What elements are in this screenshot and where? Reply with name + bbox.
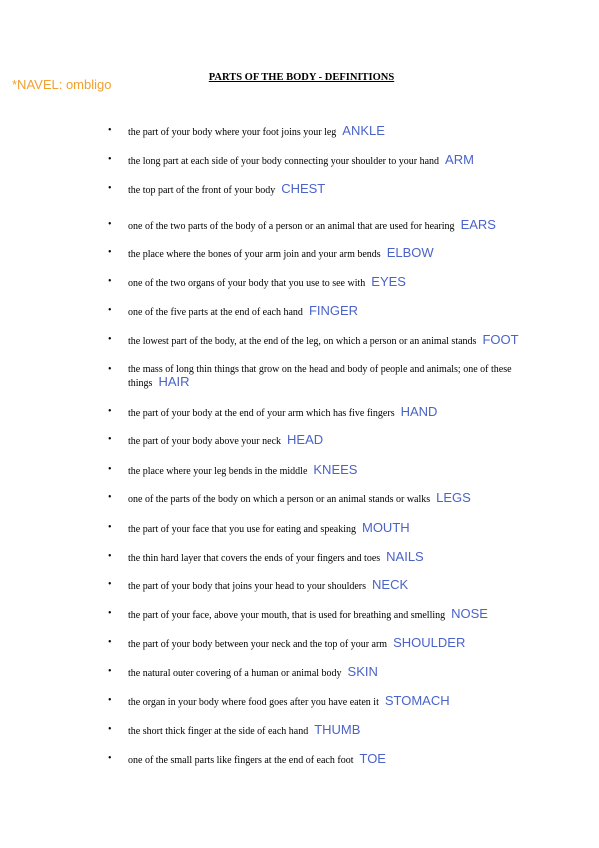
bullet-icon: • — [108, 434, 112, 445]
definition-text: the part of your face, above your mouth, that is used for breathing and smelling — [128, 610, 446, 621]
answer-word: ANKLE — [342, 123, 385, 138]
answer-word: KNEES — [313, 462, 358, 477]
definition-text: one of the two organs of your body that you use to see with — [128, 278, 366, 289]
bullet-icon: • — [108, 666, 112, 677]
definition-text: one of the parts of the body on which a person or an animal stands or walks — [128, 494, 431, 505]
definition-text: the part of your body where your foot joins your leg — [128, 127, 337, 138]
bullet-icon: • — [108, 637, 112, 648]
answer-word: HAIR — [158, 374, 190, 389]
answer-word: ARM — [445, 152, 474, 167]
bullet-icon: • — [108, 608, 112, 619]
bullet-icon: • — [108, 753, 112, 764]
answer-word: NAILS — [386, 549, 424, 564]
bullet-icon: • — [108, 154, 112, 165]
answer-word: FOOT — [482, 332, 519, 347]
bullet-icon: • — [108, 219, 112, 230]
bullet-icon: • — [108, 247, 112, 258]
definition-text: the place where your leg bends in the middle — [128, 466, 308, 477]
answer-word: EARS — [460, 217, 496, 232]
answer-word: CHEST — [281, 181, 326, 196]
answer-word: SKIN — [347, 664, 378, 679]
definition-text: one of the five parts at the end of each hand — [128, 307, 303, 318]
answer-word: STOMACH — [384, 693, 450, 708]
bullet-icon: • — [108, 183, 112, 194]
answer-word: HAND — [400, 404, 438, 419]
definition-text: the mass of long thin things that grow on the head and body of people and animals; one of these things — [128, 364, 512, 389]
definition-text: the part of your body at the end of your arm which has five fingers — [128, 408, 395, 419]
definition-text: the long part at each side of your body connecting your shoulder to your hand — [128, 156, 440, 167]
answer-word: NECK — [372, 577, 409, 592]
definition-text: the part of your body above your neck — [128, 436, 282, 447]
answer-word: NOSE — [451, 606, 488, 621]
page-title: PARTS OF THE BODY - DEFINITIONS — [208, 72, 395, 83]
bullet-icon: • — [108, 551, 112, 562]
definition-text: the part of your body that joins your head to your shoulders — [128, 581, 367, 592]
bullet-icon: • — [108, 334, 112, 345]
bullet-icon: • — [108, 305, 112, 316]
definition-text: the lowest part of the body, at the end of the leg, on which a person or an animal stands — [128, 336, 477, 347]
answer-word: SHOULDER — [393, 635, 466, 650]
bullet-icon: • — [108, 276, 112, 287]
navel-note: *NAVEL: ombligo — [12, 77, 112, 92]
definition-text: one of the small parts like fingers at the end of each foot — [128, 755, 354, 766]
bullet-icon: • — [108, 464, 112, 475]
bullet-icon: • — [108, 125, 112, 136]
answer-word: ELBOW — [386, 245, 434, 260]
bullet-icon: • — [108, 406, 112, 417]
answer-word: LEGS — [436, 490, 471, 505]
bullet-icon: • — [108, 522, 112, 533]
answer-word: THUMB — [314, 722, 361, 737]
bullet-icon: • — [108, 364, 112, 375]
definition-text: the organ in your body where food goes after you have eaten it — [128, 697, 379, 708]
bullet-icon: • — [108, 695, 112, 706]
definition-text: the place where the bones of your arm join and your arm bends — [128, 249, 381, 260]
answer-word: FINGER — [308, 303, 359, 318]
definition-text: the natural outer covering of a human or animal body — [128, 668, 342, 679]
definition-text: the part of your body between your neck and the top of your arm — [128, 639, 388, 650]
definition-text: the short thick finger at the side of each hand — [128, 726, 309, 737]
bullet-icon: • — [108, 579, 112, 590]
definition-text: the part of your face that you use for eating and speaking — [128, 524, 356, 535]
answer-word: HEAD — [287, 432, 324, 447]
definition-text: one of the two parts of the body of a person or an animal that are used for hearing — [128, 221, 455, 232]
definition-text: the thin hard layer that covers the ends of your fingers and toes — [128, 553, 381, 564]
definition-text: the top part of the front of your body — [128, 185, 276, 196]
bullet-icon: • — [108, 724, 112, 735]
answer-word: TOE — [359, 751, 386, 766]
answer-word: EYES — [371, 274, 406, 289]
answer-word: MOUTH — [361, 520, 410, 535]
bullet-icon: • — [108, 492, 112, 503]
